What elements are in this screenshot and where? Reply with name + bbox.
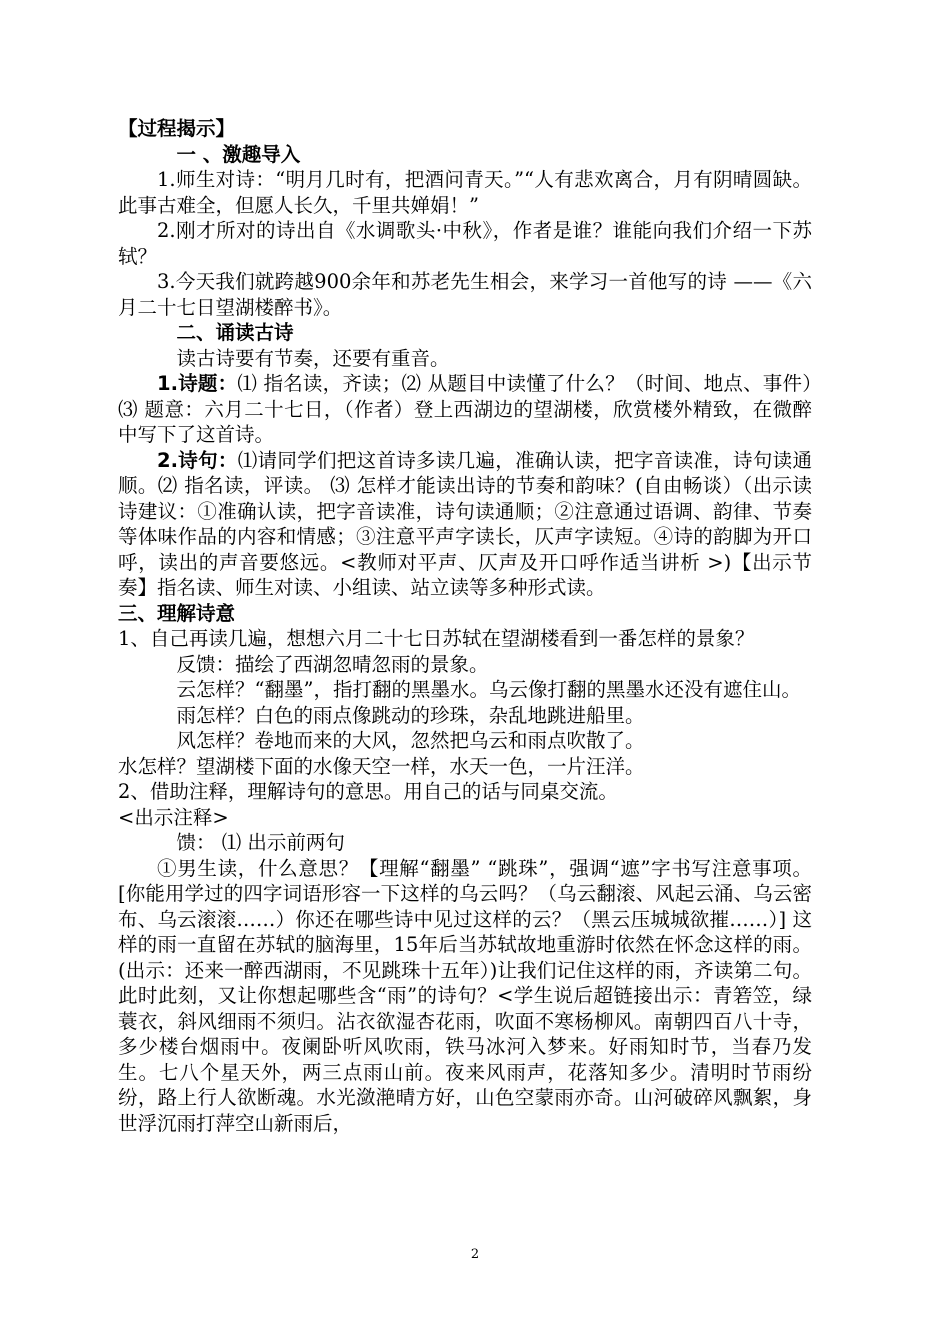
inline-label: 1.诗题：	[157, 372, 238, 395]
paragraph: 1.师生对诗：“明月几时有，把酒问青天。”“人有悲欢离合，月有阴晴圆缺。此事古难全，但愿人长久，千里共婵娟！”	[118, 168, 812, 217]
paragraph: 水怎样？望湖楼下面的水像天空一样，水天一色，一片汪洋。	[118, 754, 645, 778]
paragraph: 3.今天我们就跨越900余年和苏老先生相会，来学习一首他写的诗 ——《六月二十七日望湖楼醉书》。	[118, 270, 812, 319]
paragraph: <出示注释>	[118, 805, 229, 829]
section-heading-2: 二、诵读古诗	[176, 321, 294, 344]
paragraph: 2、借助注释，理解诗句的意思。用自己的话与同桌交流。	[118, 780, 618, 803]
paragraph: 云怎样？“翻墨”，指打翻的黑墨水。乌云像打翻的黑墨水还没有遮住山。	[176, 678, 801, 701]
section-header: 【过程揭示】	[118, 117, 236, 140]
paragraph	[118, 448, 812, 601]
paragraph: 风怎样？卷地而来的大风，忽然把乌云和雨点吹散了。	[176, 729, 645, 752]
paragraph	[118, 371, 812, 448]
document-body	[118, 116, 812, 1136]
paragraph: 1、自己再读几遍，想想六月二十七日苏轼在望湖楼看到一番怎样的景象？	[118, 627, 755, 650]
paragraph: 2.刚才所对的诗出自《水调歌头·中秋》，作者是谁？谁能向我们介绍一下苏轼？	[118, 219, 812, 268]
paragraph-text: ⑴请同学们把这首诗多读几遍，准确认读，把字音读准，诗句读通顺。⑵ 指名读，评读。 ⑶ 怎样才能读出诗的节奏和韵味？(自由畅谈）（出示读诗建议：①准确认读，把字音读准，诗句读通顺；②注意通过语调、韵律、节奏等体味作品的内容和情感；③注意平声字读长，仄声字读短。④诗的韵脚为开口呼，读出的声音要悠远。<教师对平声、仄声及开口呼作适当讲析 >)【出示节奏】指名读、师生对读、小组读、站立读等多种形式读。	[118, 448, 812, 599]
paragraph: 馈： ⑴ 出示前两句	[176, 831, 345, 854]
paragraph: ①男生读，什么意思？【理解“翻墨” “跳珠”，强调“遮”字书写注意事项。[你能用学过的四字词语形容一下这样的乌云吗？（乌云翻滚、风起云涌、乌云密布、乌云滚滚……）你还在哪些诗中见过这样的云？（黑云压城城欲摧……）] 这样的雨一直留在苏轼的脑海里，15年后当苏轼故地重游时依然在怀念这样的雨。(出示：还来一醉西湖雨，不见跳珠十五年）)让我们记住这样的雨，齐读第二句。此时此刻，又让你想起哪些含“雨”的诗句？<学生说后超链接出示：青箬笠，绿蓑衣，斜风细雨不须归。沾衣欲湿杏花雨，吹面不寒杨柳风。南朝四百八十寺，多少楼台烟雨中。夜阑卧听风吹雨，铁马冰河入梦来。好雨知时节，当春乃发生。七八个星天外，两三点雨山前。夜来风雨声，花落知多少。清明时节雨纷纷，路上行人欲断魂。水光潋滟晴方好，山色空蒙雨亦奇。山河破碎风飘絮，身世浮沉雨打萍空山新雨后，	[118, 856, 812, 1135]
section-heading-1: 一 、激趣导入	[176, 142, 301, 166]
section-heading-3: 三、理解诗意	[118, 601, 236, 625]
inline-label: 2.诗句：	[157, 448, 238, 472]
paragraph: 反馈：描绘了西湖忽晴忽雨的景象。	[176, 652, 489, 676]
paragraph: 读古诗要有节奏，还要有重音。	[176, 346, 450, 370]
paragraph-text: ⑴ 指名读，齐读；⑵ 从题目中读懂了什么？（时间、地点、事件）⑶ 题意：六月二十七日，（作者）登上西湖边的望湖楼，欣赏楼外精致，在微醉中写下了这首诗。	[118, 372, 812, 446]
paragraph: 雨怎样？白色的雨点像跳动的珍珠，杂乱地跳进船里。	[176, 703, 645, 727]
page-number: 2	[470, 1247, 480, 1262]
